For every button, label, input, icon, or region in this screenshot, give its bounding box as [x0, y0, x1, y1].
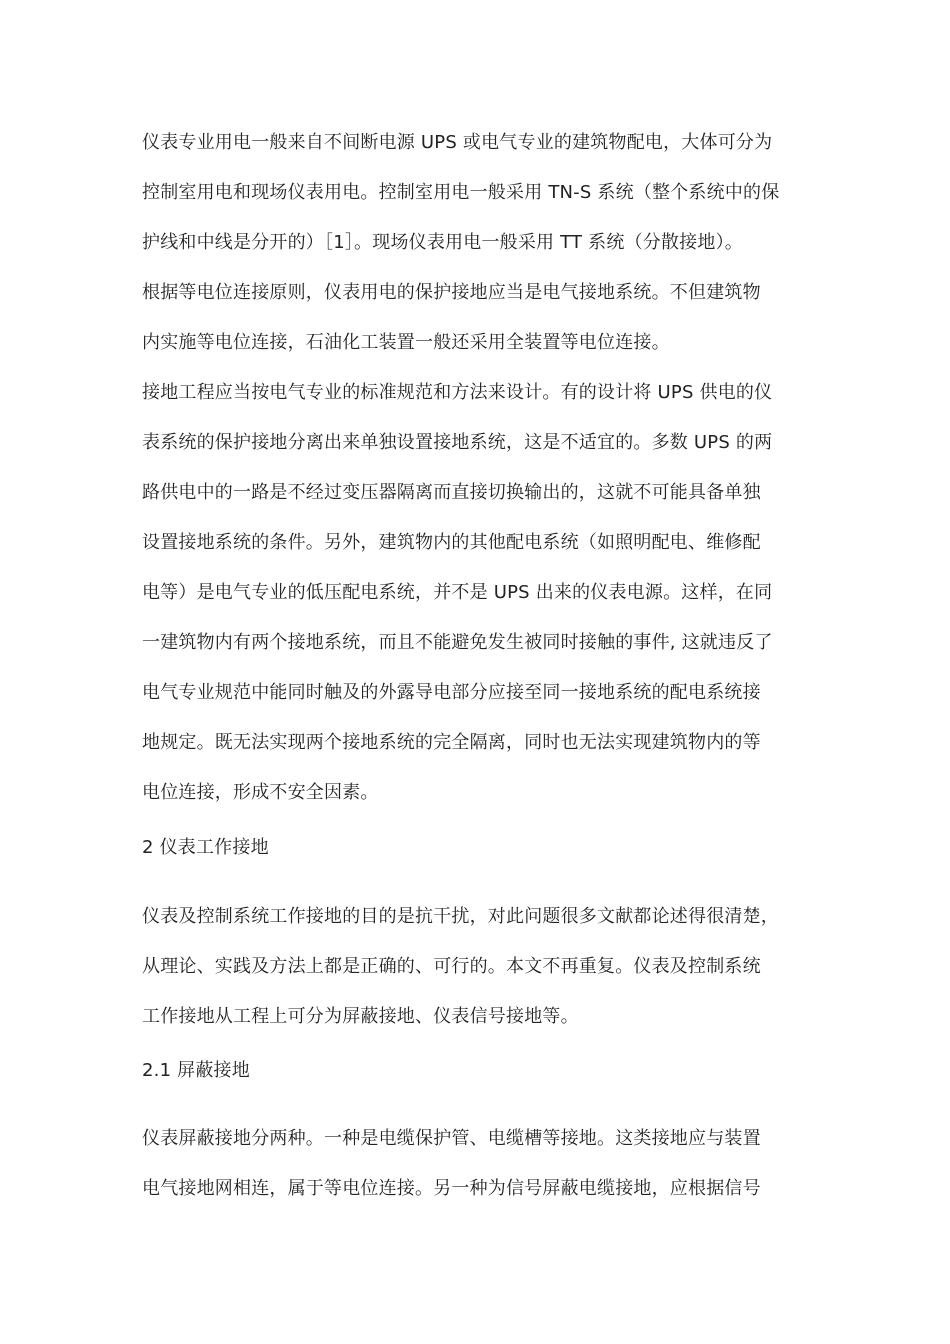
text-line: 接地工程应当按电气专业的标准规范和方法来设计。有的设计将 UPS 供电的仪 — [142, 382, 773, 403]
text-line: 路供电中的一路是不经过变压器隔离而直接切换输出的，这就不可能具备单独 — [142, 482, 761, 503]
text-line: 工作接地从工程上可分为屏蔽接地、仪表信号接地等。 — [142, 1006, 579, 1027]
text-line: 电位连接，形成不安全因素。 — [142, 782, 379, 803]
text-line: 仪表屏蔽接地分两种。一种是电缆保护管、电缆槽等接地。这类接地应与装置 — [142, 1128, 761, 1149]
text-line: 内实施等电位连接，石油化工装置一般还采用全装置等电位连接。 — [142, 332, 670, 353]
text-line: 控制室用电和现场仪表用电。控制室用电一般采用 TN-S 系统（整个系统中的保 — [142, 182, 780, 203]
text-line: 从理论、实践及方法上都是正确的、可行的。本文不再重复。仪表及控制系统 — [142, 956, 761, 977]
text-line: 一建筑物内有两个接地系统，而且不能避免发生被同时接触的事件, 这就违反了 — [142, 632, 773, 653]
section-heading: 2 仪表工作接地 — [142, 837, 269, 858]
text-line: 电等）是电气专业的低压配电系统，并不是 UPS 出来的仪表电源。这样，在同 — [142, 582, 773, 603]
text-line: 设置接地系统的条件。另外，建筑物内的其他配电系统（如照明配电、维修配 — [142, 532, 761, 553]
text-line: 仪表专业用电一般来自不间断电源 UPS 或电气专业的建筑物配电，大体可分为 — [142, 132, 773, 153]
text-line: 护线和中线是分开的）［1］。现场仪表用电一般采用 TT 系统（分散接地）。 — [142, 232, 743, 253]
text-line: 电气接地网相连，属于等电位连接。另一种为信号屏蔽电缆接地，应根据信号 — [142, 1178, 761, 1199]
text-line: 根据等电位连接原则，仪表用电的保护接地应当是电气接地系统。不但建筑物 — [142, 282, 761, 303]
text-line: 电气专业规范中能同时触及的外露导电部分应接至同一接地系统的配电系统接 — [142, 682, 761, 703]
text-line: 地规定。既无法实现两个接地系统的完全隔离，同时也无法实现建筑物内的等 — [142, 732, 761, 753]
subsection-heading: 2.1 屏蔽接地 — [142, 1060, 250, 1081]
text-line: 仪表及控制系统工作接地的目的是抗干扰，对此问题很多文献都论述得很清楚， — [142, 906, 779, 927]
text-line: 表系统的保护接地分离出来单独设置接地系统，这是不适宜的。多数 UPS 的两 — [142, 432, 773, 453]
